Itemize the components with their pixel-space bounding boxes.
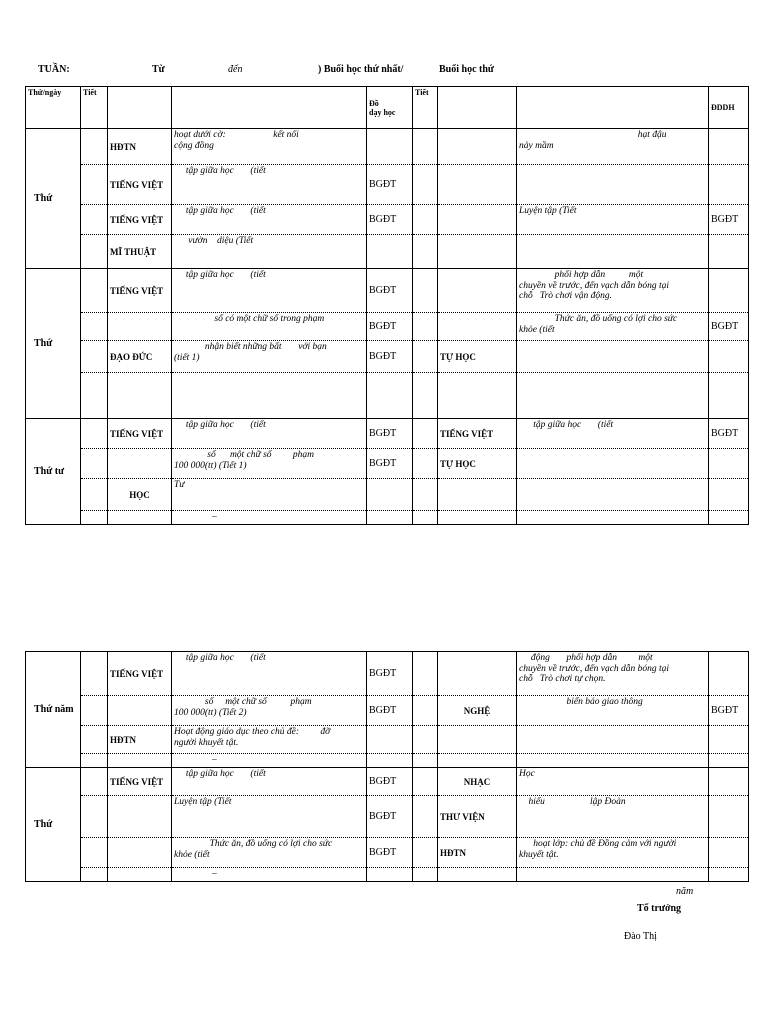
schedule-table-2 <box>25 651 749 882</box>
equipment-cell: BGĐT <box>367 768 413 796</box>
equipment2-cell <box>709 373 749 419</box>
day-cell: Thứ <box>26 768 81 882</box>
table-row <box>26 269 749 313</box>
period2-cell <box>413 129 438 165</box>
table-header-row <box>26 87 749 129</box>
equipment2-cell <box>709 269 749 313</box>
subject2-cell <box>438 868 517 882</box>
subject-cell: HĐTN <box>108 129 172 165</box>
equipment2-cell: BGĐT <box>709 419 749 449</box>
period2-cell <box>413 165 438 205</box>
lesson-cell: – <box>172 511 367 525</box>
subject-cell <box>108 696 172 726</box>
period2-cell <box>413 868 438 882</box>
period-cell <box>81 511 108 525</box>
subject-cell <box>108 373 172 419</box>
lesson-cell: – <box>172 868 367 882</box>
equipment-cell: BGĐT <box>367 313 413 341</box>
equipment-cell: BGĐT <box>367 652 413 696</box>
period-cell <box>81 696 108 726</box>
subject-cell: TIẾNG VIỆT <box>108 165 172 205</box>
day-cell: Thứ năm <box>26 652 81 768</box>
subject-cell: TIẾNG VIỆT <box>108 768 172 796</box>
equipment2-cell <box>709 754 749 768</box>
subject-cell <box>108 868 172 882</box>
equipment-cell: BGĐT <box>367 838 413 868</box>
subject-cell <box>108 838 172 868</box>
subject-cell <box>108 511 172 525</box>
lesson2-cell: động phối hợp dẫn một chuyền về trước, đến vạch dẫn bóng tại chỗ Trò chơi tự chọn. <box>517 652 709 696</box>
subject-cell <box>108 313 172 341</box>
table-row <box>26 796 749 838</box>
subject-cell <box>108 796 172 838</box>
session1-label: ) Buổi học thứ nhất/ <box>318 64 404 75</box>
lesson-cell: tập giữa học (tiết <box>172 165 367 205</box>
lesson2-cell: tập giữa học (tiết <box>517 419 709 449</box>
table-row <box>26 205 749 235</box>
lesson-cell: tập giữa học (tiết <box>172 652 367 696</box>
period2-cell <box>413 726 438 754</box>
lesson2-cell <box>517 165 709 205</box>
lesson2-cell <box>517 373 709 419</box>
table-row <box>26 373 749 419</box>
table-row <box>26 754 749 768</box>
period2-cell <box>413 313 438 341</box>
table-row <box>26 235 749 269</box>
equipment2-cell <box>709 768 749 796</box>
period-cell <box>81 652 108 696</box>
lesson-cell: vườn diệu (Tiết <box>172 235 367 269</box>
lesson-cell: số một chữ số phạm 100 000(tt) (Tiết 1) <box>172 449 367 479</box>
table-row <box>26 341 749 373</box>
lesson-cell: Thức ăn, đồ uống có lợi cho sức khỏe (tiết <box>172 838 367 868</box>
subject2-cell: NGHỆ <box>438 696 517 726</box>
period-cell <box>81 165 108 205</box>
subject2-cell <box>438 373 517 419</box>
subject2-cell: NHẠC <box>438 768 517 796</box>
subject2-cell: HĐTN <box>438 838 517 868</box>
team-leader-label: Tổ trưởng <box>637 903 682 914</box>
signer-name: Đào Thị <box>624 931 657 942</box>
equipment-cell <box>367 373 413 419</box>
table-row <box>26 165 749 205</box>
subject2-cell <box>438 479 517 511</box>
week-label: TUẦN: <box>38 64 70 75</box>
table-row <box>26 449 749 479</box>
period-cell <box>81 768 108 796</box>
subject-cell: TIẾNG VIỆT <box>108 419 172 449</box>
subject-cell: MĨ THUẬT <box>108 235 172 269</box>
lesson-cell: hoạt dưới cờ: kết nối cộng đồng <box>172 129 367 165</box>
equipment-cell <box>367 479 413 511</box>
equipment-cell: BGĐT <box>367 165 413 205</box>
equipment-cell <box>367 235 413 269</box>
table-row <box>26 726 749 754</box>
equipment2-cell <box>709 796 749 838</box>
equipment2-cell: BGĐT <box>709 696 749 726</box>
subject2-cell: TỰ HỌC <box>438 341 517 373</box>
col-day-header: Thứ/ngày <box>26 87 81 129</box>
lesson-cell: tập giữa học (tiết <box>172 768 367 796</box>
lesson2-cell <box>517 726 709 754</box>
day-cell: Thứ <box>26 269 81 419</box>
col-period2-header: Tiết <box>413 87 438 129</box>
subject2-cell <box>438 511 517 525</box>
subject-cell: TIẾNG VIỆT <box>108 205 172 235</box>
table-row <box>26 768 749 796</box>
equipment2-cell: BGĐT <box>709 313 749 341</box>
table-row <box>26 696 749 726</box>
lesson2-cell: Học <box>517 768 709 796</box>
equipment-cell: BGĐT <box>367 269 413 313</box>
lesson-cell: Hoạt động giáo dục theo chủ đề: đỡ người khuyết tật. <box>172 726 367 754</box>
equipment2-cell <box>709 726 749 754</box>
period-cell <box>81 449 108 479</box>
equipment-cell: BGĐT <box>367 796 413 838</box>
subject2-cell <box>438 129 517 165</box>
period2-cell <box>413 796 438 838</box>
period2-cell <box>413 449 438 479</box>
equipment-cell: BGĐT <box>367 449 413 479</box>
period-cell <box>81 838 108 868</box>
to-label: đến <box>228 64 243 75</box>
period2-cell <box>413 696 438 726</box>
equipment-cell <box>367 511 413 525</box>
subject2-cell <box>438 269 517 313</box>
subject2-cell <box>438 652 517 696</box>
day-cell: Thứ <box>26 129 81 269</box>
lesson-cell: tập giữa học (tiết <box>172 269 367 313</box>
col-equipment-header: Đồ dạy học <box>367 87 413 129</box>
table-row <box>26 868 749 882</box>
lesson2-cell: biển báo giao thông <box>517 696 709 726</box>
period2-cell <box>413 205 438 235</box>
schedule-header <box>0 64 768 80</box>
period-cell <box>81 726 108 754</box>
period2-cell <box>413 768 438 796</box>
subject2-cell: TỰ HỌC <box>438 449 517 479</box>
lesson-cell: số một chữ số phạm 100 000(tt) (Tiết 2) <box>172 696 367 726</box>
equipment-cell <box>367 868 413 882</box>
equipment2-cell <box>709 511 749 525</box>
col-dddh-header: ĐDDH <box>709 87 749 129</box>
equipment2-cell <box>709 235 749 269</box>
subject-cell: TIẾNG VIỆT <box>108 269 172 313</box>
lesson-cell: Luyện tập (Tiết <box>172 796 367 838</box>
lesson-cell: Tư <box>172 479 367 511</box>
year-label: năm <box>676 886 694 897</box>
period2-cell <box>413 419 438 449</box>
equipment2-cell <box>709 165 749 205</box>
period-cell <box>81 205 108 235</box>
period2-cell <box>413 479 438 511</box>
schedule-table-1 <box>25 86 749 525</box>
lesson-cell: tập giữa học (tiết <box>172 419 367 449</box>
period-cell <box>81 313 108 341</box>
lesson-cell: tập giữa học (tiết <box>172 205 367 235</box>
equipment2-cell <box>709 129 749 165</box>
equipment2-cell <box>709 838 749 868</box>
table-row <box>26 479 749 511</box>
period2-cell <box>413 838 438 868</box>
equipment2-cell <box>709 652 749 696</box>
subject2-cell: THƯ VIỆN <box>438 796 517 838</box>
subject2-cell <box>438 205 517 235</box>
lesson-cell: số có một chữ số trong phạm <box>172 313 367 341</box>
period-cell <box>81 796 108 838</box>
lesson2-cell <box>517 511 709 525</box>
subject-cell: TIẾNG VIỆT <box>108 652 172 696</box>
equipment2-cell <box>709 449 749 479</box>
subject2-cell <box>438 235 517 269</box>
subject-cell <box>108 449 172 479</box>
subject2-cell <box>438 313 517 341</box>
table-row <box>26 511 749 525</box>
subject-cell <box>108 754 172 768</box>
lesson-cell: – <box>172 754 367 768</box>
period2-cell <box>413 341 438 373</box>
lesson2-cell <box>517 449 709 479</box>
lesson2-cell <box>517 868 709 882</box>
lesson2-cell: Thức ăn, đồ uống có lợi cho sức khỏe (tiết <box>517 313 709 341</box>
col-period-header: Tiết <box>81 87 108 129</box>
subject-cell: HĐTN <box>108 726 172 754</box>
period2-cell <box>413 269 438 313</box>
period2-cell <box>413 373 438 419</box>
equipment-cell <box>367 754 413 768</box>
period-cell <box>81 479 108 511</box>
lesson2-cell: hạt đậu nảy mầm <box>517 129 709 165</box>
equipment-cell <box>367 726 413 754</box>
subject2-cell <box>438 726 517 754</box>
day-cell: Thứ tư <box>26 419 81 525</box>
period-cell <box>81 269 108 313</box>
lesson2-cell <box>517 235 709 269</box>
lesson2-cell: hoạt lớp: chủ đề Đồng cảm với người khuyết tật. <box>517 838 709 868</box>
period2-cell <box>413 235 438 269</box>
equipment2-cell <box>709 868 749 882</box>
subject2-cell: TIẾNG VIỆT <box>438 419 517 449</box>
from-label: Từ <box>152 64 165 75</box>
table-row <box>26 313 749 341</box>
subject-cell: ĐẠO ĐỨC <box>108 341 172 373</box>
period2-cell <box>413 754 438 768</box>
equipment2-cell: BGĐT <box>709 205 749 235</box>
lesson2-cell: phối hợp dẫn một chuyền về trước, đến vạch dẫn bóng tại chỗ Trò chơi vận động. <box>517 269 709 313</box>
period-cell <box>81 373 108 419</box>
table-row <box>26 419 749 449</box>
period-cell <box>81 754 108 768</box>
equipment2-cell <box>709 479 749 511</box>
subject-cell: HỌC <box>108 479 172 511</box>
equipment-cell: BGĐT <box>367 696 413 726</box>
period2-cell <box>413 511 438 525</box>
period-cell <box>81 341 108 373</box>
session2-label: Buổi học thứ <box>439 64 494 75</box>
lesson-cell: nhận biết những bất với bạn (tiết 1) <box>172 341 367 373</box>
equipment-cell: BGĐT <box>367 341 413 373</box>
lesson2-cell <box>517 341 709 373</box>
table-row <box>26 129 749 165</box>
lesson-cell <box>172 373 367 419</box>
equipment-cell: BGĐT <box>367 419 413 449</box>
period-cell <box>81 419 108 449</box>
lesson2-cell <box>517 479 709 511</box>
period2-cell <box>413 652 438 696</box>
subject2-cell <box>438 754 517 768</box>
equipment-cell <box>367 129 413 165</box>
lesson2-cell: Luyện tập (Tiết <box>517 205 709 235</box>
subject2-cell <box>438 165 517 205</box>
table-row <box>26 838 749 868</box>
equipment-cell: BGĐT <box>367 205 413 235</box>
lesson2-cell: hiểu lập Đoàn <box>517 796 709 838</box>
period-cell <box>81 129 108 165</box>
lesson2-cell <box>517 754 709 768</box>
table-row <box>26 652 749 696</box>
period-cell <box>81 868 108 882</box>
period-cell <box>81 235 108 269</box>
equipment2-cell <box>709 341 749 373</box>
